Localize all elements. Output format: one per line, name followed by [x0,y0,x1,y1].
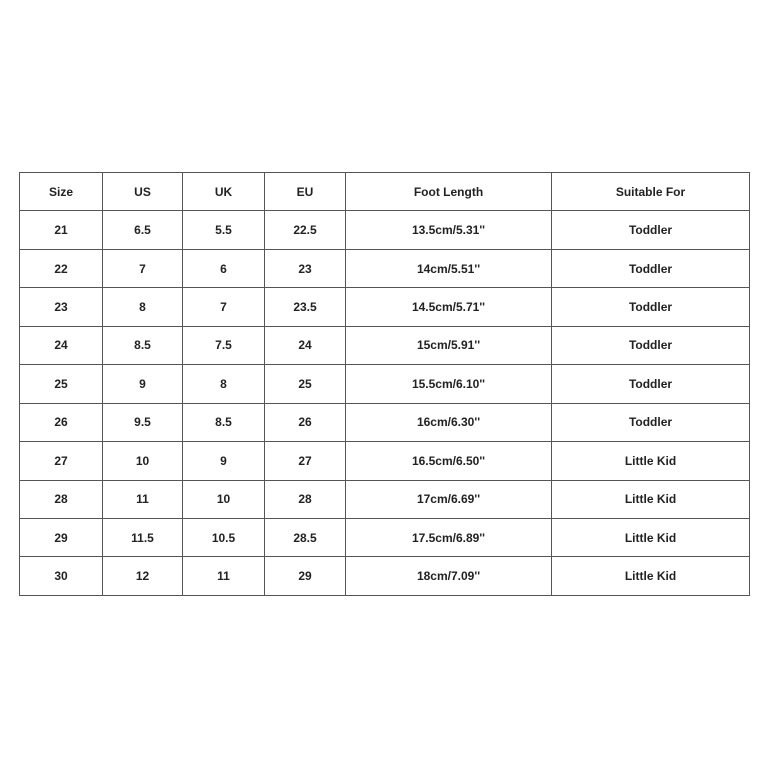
cell-foot-length: 18cm/7.09'' [346,557,552,596]
cell-foot-length: 15.5cm/6.10'' [346,365,552,403]
cell-size: 27 [20,442,103,480]
cell-uk: 8 [183,365,265,403]
cell-uk: 6 [183,249,265,287]
cell-size: 23 [20,288,103,326]
table-row [20,480,750,518]
cell-us: 8.5 [103,326,183,364]
cell-suitable-for: Little Kid [552,519,750,557]
cell-eu: 24 [265,326,346,364]
cell-suitable-for: Toddler [552,365,750,403]
cell-eu: 28.5 [265,519,346,557]
cell-foot-length: 16.5cm/6.50'' [346,442,552,480]
header-uk: UK [183,173,265,211]
cell-suitable-for: Little Kid [552,480,750,518]
cell-eu: 29 [265,557,346,596]
table-row [20,519,750,557]
header-foot-length: Foot Length [346,173,552,211]
cell-suitable-for: Toddler [552,403,750,441]
cell-us: 11 [103,480,183,518]
cell-eu: 28 [265,480,346,518]
header-us: US [103,173,183,211]
cell-us: 10 [103,442,183,480]
cell-foot-length: 17cm/6.69'' [346,480,552,518]
cell-suitable-for: Little Kid [552,557,750,596]
cell-foot-length: 13.5cm/5.31'' [346,211,552,249]
cell-eu: 27 [265,442,346,480]
header-suitable-for: Suitable For [552,173,750,211]
table-row [20,326,750,364]
size-chart-table [19,172,750,596]
cell-suitable-for: Toddler [552,326,750,364]
table-row [20,249,750,287]
cell-foot-length: 14.5cm/5.71'' [346,288,552,326]
cell-us: 9.5 [103,403,183,441]
cell-us: 7 [103,249,183,287]
cell-size: 25 [20,365,103,403]
cell-uk: 11 [183,557,265,596]
cell-uk: 10.5 [183,519,265,557]
cell-uk: 7.5 [183,326,265,364]
cell-foot-length: 17.5cm/6.89'' [346,519,552,557]
cell-foot-length: 14cm/5.51'' [346,249,552,287]
cell-size: 24 [20,326,103,364]
cell-uk: 7 [183,288,265,326]
cell-eu: 23 [265,249,346,287]
cell-us: 11.5 [103,519,183,557]
table-header-row [20,173,750,211]
header-eu: EU [265,173,346,211]
cell-uk: 9 [183,442,265,480]
cell-size: 26 [20,403,103,441]
cell-size: 29 [20,519,103,557]
cell-us: 9 [103,365,183,403]
cell-uk: 5.5 [183,211,265,249]
cell-size: 22 [20,249,103,287]
cell-size: 28 [20,480,103,518]
table-row [20,403,750,441]
cell-suitable-for: Little Kid [552,442,750,480]
cell-eu: 23.5 [265,288,346,326]
table-row [20,288,750,326]
cell-size: 21 [20,211,103,249]
cell-uk: 10 [183,480,265,518]
header-size: Size [20,173,103,211]
cell-size: 30 [20,557,103,596]
table-row [20,442,750,480]
table-row [20,211,750,249]
cell-us: 12 [103,557,183,596]
table-row [20,557,750,596]
table-row [20,365,750,403]
cell-uk: 8.5 [183,403,265,441]
cell-eu: 26 [265,403,346,441]
cell-foot-length: 15cm/5.91'' [346,326,552,364]
cell-suitable-for: Toddler [552,211,750,249]
cell-suitable-for: Toddler [552,288,750,326]
cell-foot-length: 16cm/6.30'' [346,403,552,441]
cell-eu: 25 [265,365,346,403]
cell-suitable-for: Toddler [552,249,750,287]
cell-eu: 22.5 [265,211,346,249]
cell-us: 6.5 [103,211,183,249]
cell-us: 8 [103,288,183,326]
